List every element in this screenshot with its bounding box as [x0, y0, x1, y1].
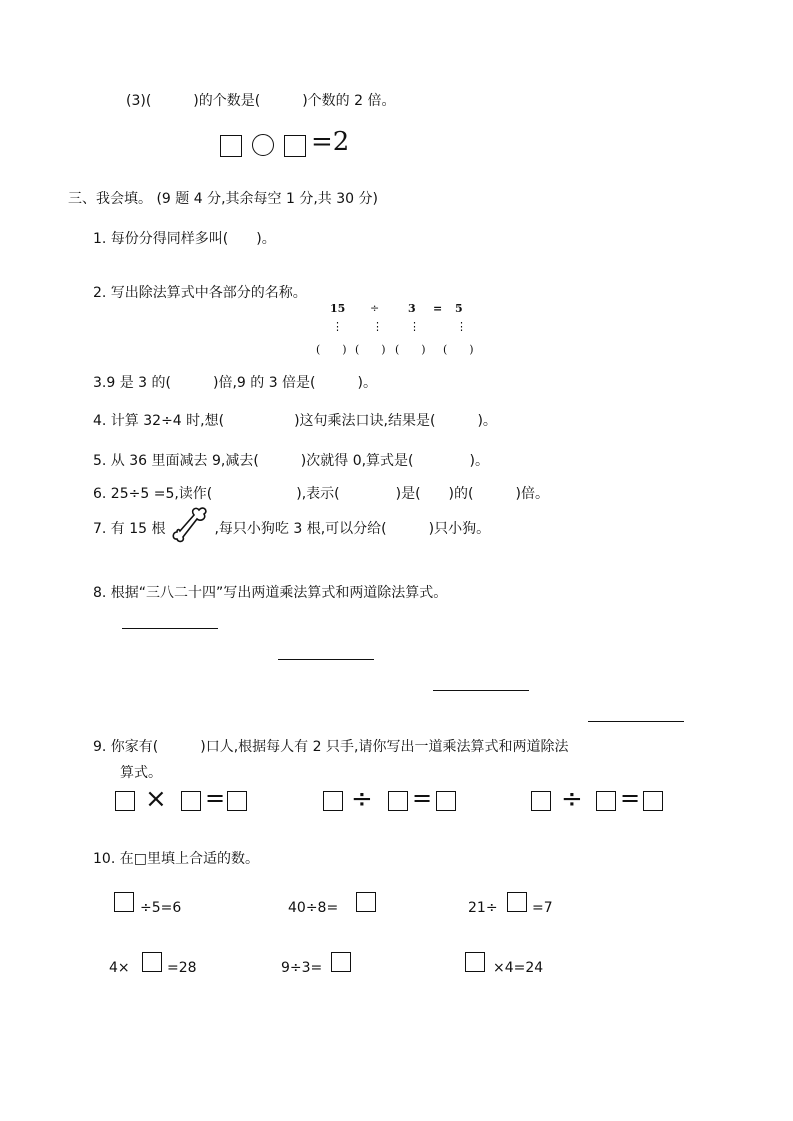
q10-row-2	[109, 952, 569, 976]
bone-icon	[170, 517, 210, 541]
equals-sign: =	[412, 784, 433, 812]
blank-divisor[interactable]: ( )	[355, 343, 386, 356]
blank-square[interactable]	[436, 791, 456, 811]
question-7-prefix: 7. 有 15 根	[93, 521, 166, 537]
blank-square[interactable]	[114, 892, 134, 912]
q10-f: ×4=24	[493, 960, 544, 976]
section-title: 三、我会填。 (9 题 4 分,其余每空 1 分,共 30 分)	[68, 191, 378, 207]
question-10: 10. 在□里填上合适的数。	[93, 851, 259, 867]
blank-square[interactable]	[388, 791, 408, 811]
question-8: 8. 根据“三八二十四”写出两道乘法算式和两道除法算式。	[93, 585, 448, 601]
blank-square[interactable]	[323, 791, 343, 811]
question-9-cont: 算式。	[120, 765, 162, 781]
dots: ⋮	[332, 320, 343, 333]
question-3: 3.9 是 3 的( )倍,9 的 3 倍是( )。	[93, 375, 377, 391]
q10-c-head: 21÷	[468, 900, 498, 916]
question-7	[93, 517, 490, 541]
q10-a: ÷5=6	[140, 900, 182, 916]
equals-two: =2	[311, 127, 350, 157]
dots: ⋮	[409, 320, 420, 333]
q10-d-tail: =28	[167, 960, 197, 976]
question-1: 1. 每份分得同样多叫( )。	[93, 231, 276, 247]
question-7-suffix: ,每只小狗吃 3 根,可以分给( )只小狗。	[214, 521, 491, 537]
equals-sign: =	[205, 784, 226, 812]
equals-sign: =	[433, 302, 443, 315]
divide-sign: ÷	[561, 784, 583, 814]
question-6: 6. 25÷5 =5,读作( ),表示( )是( )的( )倍。	[93, 486, 549, 502]
blank-square[interactable]	[643, 791, 663, 811]
q10-b: 40÷8=	[288, 900, 339, 916]
division-diagram	[0, 0, 793, 360]
question-4: 4. 计算 32÷4 时,想( )这句乘法口诀,结果是( )。	[93, 413, 497, 429]
blank-square[interactable]	[531, 791, 551, 811]
answer-line[interactable]	[122, 628, 218, 629]
blank-dividend[interactable]: ( )	[316, 343, 347, 356]
blank-square[interactable]	[507, 892, 527, 912]
divide-sign: ÷	[351, 784, 373, 814]
q10-e: 9÷3=	[281, 960, 323, 976]
dividend: 15	[330, 302, 346, 315]
blank-square[interactable]	[181, 791, 201, 811]
dots: ⋮	[456, 320, 467, 333]
question-2: 2. 写出除法算式中各部分的名称。	[93, 285, 307, 301]
equals-sign: =	[620, 784, 641, 812]
blank-symbol[interactable]: ( )	[395, 343, 426, 356]
quotient: 5	[455, 302, 463, 315]
answer-line[interactable]	[278, 659, 374, 660]
blank-square[interactable]	[115, 791, 135, 811]
blank-quotient[interactable]: ( )	[443, 343, 474, 356]
dots: ⋮	[372, 320, 383, 333]
q9-equations	[115, 784, 675, 816]
q10-row-1	[114, 892, 574, 916]
question-9: 9. 你家有( )口人,根据每人有 2 只手,请你写出一道乘法算式和两道除法	[93, 739, 569, 755]
divisor: 3	[408, 302, 416, 315]
answer-line[interactable]	[433, 690, 529, 691]
blank-square[interactable]	[227, 791, 247, 811]
times-sign: ×	[145, 784, 167, 814]
blank-square[interactable]	[356, 892, 376, 912]
blank-square[interactable]	[465, 952, 485, 972]
q10-c-tail: =7	[532, 900, 553, 916]
blank-square[interactable]	[142, 952, 162, 972]
blank-square[interactable]	[596, 791, 616, 811]
blank-square[interactable]	[331, 952, 351, 972]
question-3-3: (3)( )的个数是( )个数的 2 倍。	[126, 93, 396, 109]
q10-d-head: 4×	[109, 960, 130, 976]
question-5: 5. 从 36 里面减去 9,减去( )次就得 0,算式是( )。	[93, 453, 489, 469]
answer-line[interactable]	[588, 721, 684, 722]
divide-sign: ÷	[370, 302, 380, 315]
